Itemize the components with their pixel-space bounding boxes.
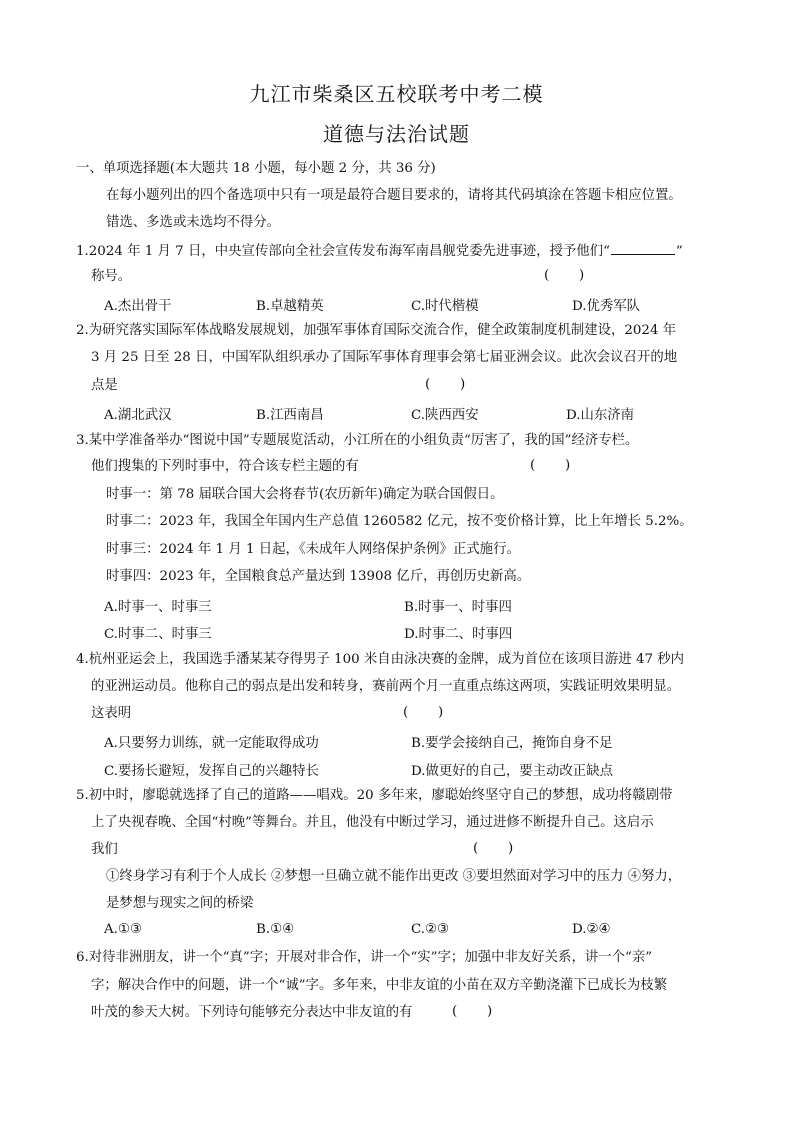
section-instruction: 在每小题列出的四个备选项中只有一项是最符合题目要求的，请将其代码填涂在答题卡相应位置。 [106,188,682,203]
question-4-text: 这表明 [91,706,132,721]
event-item: 时事一：第 78 届联合国大会将春节(农历新年)确定为联合国假日。 [106,487,504,502]
option-c: C.时事二、时事三 [104,627,212,642]
section-instruction: 错选、多选或未选均不得分。 [106,215,281,230]
option-a: A.只要努力训练，就一定能取得成功 [104,736,319,751]
option-c: C.陕西西安 [411,408,479,423]
option-c: C.要扬长避短，发挥自己的兴趣特长 [104,764,319,779]
question-5-text: 5.初中时，廖聪就选择了自己的道路——唱戏。20 多年来，廖聪始终坚守自己的梦想，成功将赣剧带 [76,788,673,803]
question-5-text: 我们 [91,842,118,857]
option-c: C.②③ [411,922,450,937]
question-2-text: 3 月 25 日至 28 日，中国军队组织承办了国际军事体育理事会第七届亚洲会议。此次会议召开的地 [91,350,678,365]
question-text-part: 1.2024 年 1 月 7 日，中央宣传部向全社会宣传发布海军南昌舰党委先进事迹，授予他们“ [76,244,610,259]
question-4-text: 4.杭州亚运会上，我国选手潘某某夺得男子 100 米自由泳决赛的金牌，成为首位在该项目游进 47 秒内 [76,652,685,667]
question-text-part: ” [675,244,683,259]
option-b: B.卓越精英 [256,299,324,314]
option-b: B.①④ [256,922,295,937]
section-heading: 一、单项选择题(本大题共 18 小题，每小题 2 分，共 36 分) [76,161,436,176]
event-item: 时事三：2024 年 1 月 1 日起，《未成年人网络保护条例》正式施行。 [106,542,520,557]
exam-subtitle: 道德与法治试题 [323,122,470,146]
question-6-text: 字；解决合作中的问题，讲一个“诚”字。多年来，中非友谊的小苗在双方辛勤浇灌下已成长为枝繁 [91,978,668,993]
question-6-text: 叶茂的参天大树。下列诗句能够充分表达中非友谊的有 [91,1005,413,1020]
event-item: 时事二：2023 年，我国全年国内生产总值 1260582 亿元，按不变价格计算，比上年增长 5.2%。 [106,514,693,529]
option-b: B.江西南昌 [256,408,324,423]
option-d: D.做更好的自己，要主动改正缺点 [411,764,613,779]
event-item: 时事四：2023 年，全国粮食总产量达到 13908 亿斤，再创历史新高。 [106,569,531,584]
answer-parentheses: ( ) [530,458,571,473]
answer-parentheses: ( ) [425,377,466,392]
option-a: A.杰出骨干 [104,299,172,314]
option-b: B.要学会接纳自己，掩饰自身不足 [411,736,613,751]
question-3-text: 3.某中学准备举办“图说中国”专题展览活动，小江所在的小组负责“厉害了，我的国”经济专栏。 [76,433,639,448]
question-2-text: 点是 [91,378,118,393]
question-5-text: 上了央视春晚、全国“村晚”等舞台。并且，他没有中断过学习，通过进修不断提升自己。这启示 [91,815,654,830]
option-a: A.①③ [104,922,142,937]
question-1-text: 称号。 [91,269,132,284]
option-d: D.优秀军队 [572,299,641,314]
question-2-text: 2.为研究落实国际军体战略发展规划，加强军事体育国际交流合作，健全政策制度机制建设，2024 年 [76,323,677,338]
statement-list: 是梦想与现实之间的桥梁 [106,896,254,911]
question-4-text: 的亚洲运动员。他称自己的弱点是出发和转身，赛前两个月一直重点练这两项，实践证明效果明显。 [91,679,681,694]
option-d: D.山东济南 [566,408,635,423]
question-1-text [76,242,683,261]
option-d: D.时事二、时事四 [404,627,513,642]
answer-parentheses: ( ) [473,841,514,856]
question-6-text: 6.对待非洲朋友，讲一个“真”字；开展对非合作，讲一个“实”字；加强中非友好关系，讲一个“亲” [76,950,653,965]
answer-parentheses: ( ) [544,268,585,283]
option-b: B.时事一、时事四 [404,600,512,615]
answer-parentheses: ( ) [452,1004,493,1019]
exam-title: 九江市柴桑区五校联考中考二模 [249,82,544,106]
statement-list: ①终身学习有利于个人成长 ②梦想一旦确立就不能作出更改 ③要坦然面对学习中的压力 ④努力， [106,869,682,884]
option-d: D.②④ [572,922,611,937]
question-3-text: 他们搜集的下列时事中，符合该专栏主题的有 [91,459,359,474]
option-a: A.时事一、时事三 [104,600,212,615]
answer-blank [611,242,675,255]
option-c: C.时代楷模 [411,299,479,314]
answer-parentheses: ( ) [403,705,444,720]
option-a: A.湖北武汉 [104,408,172,423]
